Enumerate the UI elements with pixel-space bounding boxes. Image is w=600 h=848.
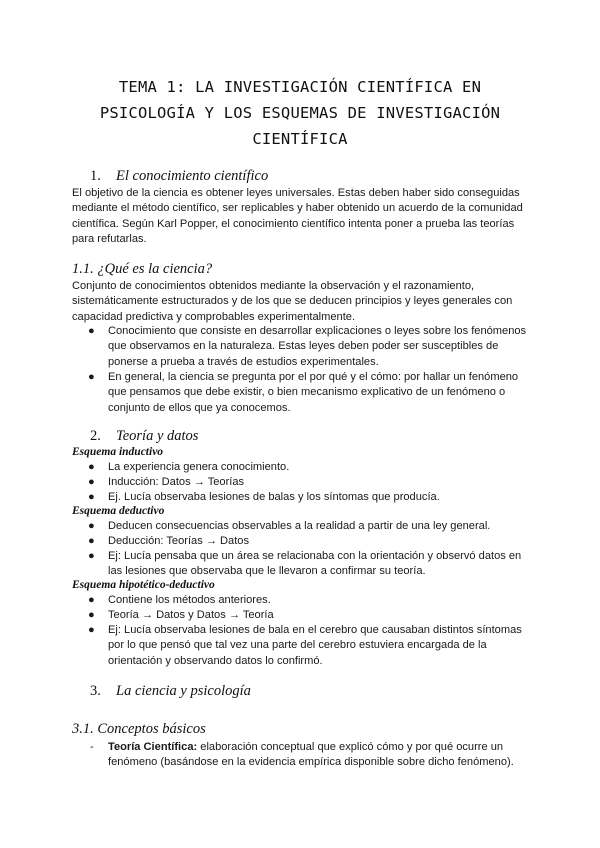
text-line: Inducción: Datos → Teorías: [108, 476, 245, 488]
term-label: Teoría Científica:: [108, 741, 198, 753]
text-line: ponerse a prueba a través de estudios experimentales.: [108, 355, 379, 368]
text-line: Deducción: Teorías → Datos: [108, 535, 250, 547]
section-number: 3.: [90, 683, 101, 699]
text-line: por lo que pensó que tal vez una parte del cerebro estuviera encargada de la: [108, 639, 487, 652]
text-line: Ej. Lucía observaba lesiones de balas y los síntomas que producía.: [108, 491, 440, 503]
text-line: conjunto de ellos que ya conocemos.: [108, 401, 291, 414]
text-line: que pensamos que debe existir, o bien mecanismo explicativo de un fenómeno o: [108, 386, 506, 399]
bullet-icon: ●: [88, 594, 95, 606]
section-number: 1.: [90, 168, 101, 184]
bullet-icon: ●: [88, 371, 95, 383]
text-line: Conocimiento que consiste en desarrollar explicaciones o leyes sobre los fenómenos: [108, 325, 527, 337]
text-line: Conjunto de conocimientos obtenidos mediante la observación y el razonamiento,: [72, 280, 475, 292]
text-line: orientación y observando datos lo confirmó.: [108, 654, 323, 667]
text-line: las lesiones que observaba que le llevaron a confirmar su teoría.: [108, 565, 426, 578]
text-line: Ej: Lucía pensaba que un área se relacionaba con la orientación y observó datos en: [108, 550, 522, 562]
bullet-icon: ●: [88, 624, 95, 636]
bullet-icon: ●: [88, 550, 95, 562]
section-number: 2.: [90, 428, 101, 444]
section-title: El conocimiento científico: [116, 168, 269, 184]
section-3-1-heading: 3.1. Conceptos básicos: [72, 721, 206, 737]
dash-icon: -: [90, 741, 94, 753]
bullet-icon: ●: [88, 491, 95, 503]
title-line: CIENTÍFICA: [252, 130, 348, 148]
text-line: mediante el método científico, ser replicables y haber obtenido un acuerdo de la comunidad: [72, 202, 523, 215]
section-3-heading: [90, 683, 251, 700]
section-1-heading: [90, 168, 268, 185]
text-line: [108, 740, 514, 755]
bullet-icon: ●: [88, 520, 95, 532]
document-title: [60, 74, 540, 152]
text-line: La experiencia genera conocimiento.: [108, 461, 290, 473]
bullet-icon: ●: [88, 535, 95, 547]
hypothetico-deductive-scheme-label: Esquema hipotético-deductivo: [72, 579, 215, 591]
text-line: Contiene los métodos anteriores.: [108, 594, 271, 606]
text-line: Ej: Lucía observaba lesiones de bala en el cerebro que causaban distintos síntomas: [108, 624, 522, 636]
section-1-paragraph: [72, 186, 542, 247]
text-line: El objetivo de la ciencia es obtener leyes universales. Estas deben haber sido conseguidas: [72, 187, 520, 199]
title-line: TEMA 1: LA INVESTIGACIÓN CIENTÍFICA EN: [118, 78, 482, 96]
section-2-heading: [90, 428, 198, 445]
text-line: científica. Según Karl Popper, el conocimiento científico intenta poner a prueba las teorías: [72, 217, 515, 230]
text-line: Teoría → Datos y Datos → Teoría: [108, 609, 274, 621]
text-line: En general, la ciencia se pregunta por el por qué y el cómo: por hallar un fenómeno: [108, 371, 519, 383]
text-line: fenómeno (basándose en la evidencia empírica disponible sobre dicho fenómeno).: [108, 756, 514, 769]
title-line: PSICOLOGÍA Y LOS ESQUEMAS DE INVESTIGACIÓN: [99, 104, 501, 122]
text-line: para refutarlas.: [72, 232, 147, 245]
section-title: Teoría y datos: [116, 428, 199, 444]
bullet-icon: ●: [88, 461, 95, 473]
term-definition: elaboración conceptual que explicó cómo y por qué ocurre un: [197, 741, 504, 753]
bullet-icon: ●: [88, 476, 95, 488]
text-line: que observamos en la naturaleza. Estas leyes deben poder ser susceptibles de: [108, 340, 499, 353]
section-1-1-paragraph: [72, 279, 542, 325]
text-line: capacidad predictiva y comprobables experimentalmente.: [72, 310, 356, 323]
bullet-icon: ●: [88, 609, 95, 621]
deductive-scheme-label: Esquema deductivo: [72, 505, 165, 517]
inductive-scheme-label: Esquema inductivo: [72, 446, 164, 458]
section-title: La ciencia y psicología: [116, 683, 251, 699]
section-1-1-heading: 1.1. ¿Qué es la ciencia?: [72, 261, 213, 277]
bullet-icon: ●: [88, 325, 95, 337]
text-line: sistemáticamente estructurados y de los que se deducen principios y leyes generales con: [72, 295, 513, 308]
text-line: Deducen consecuencias observables a la realidad a partir de una ley general.: [108, 520, 491, 532]
